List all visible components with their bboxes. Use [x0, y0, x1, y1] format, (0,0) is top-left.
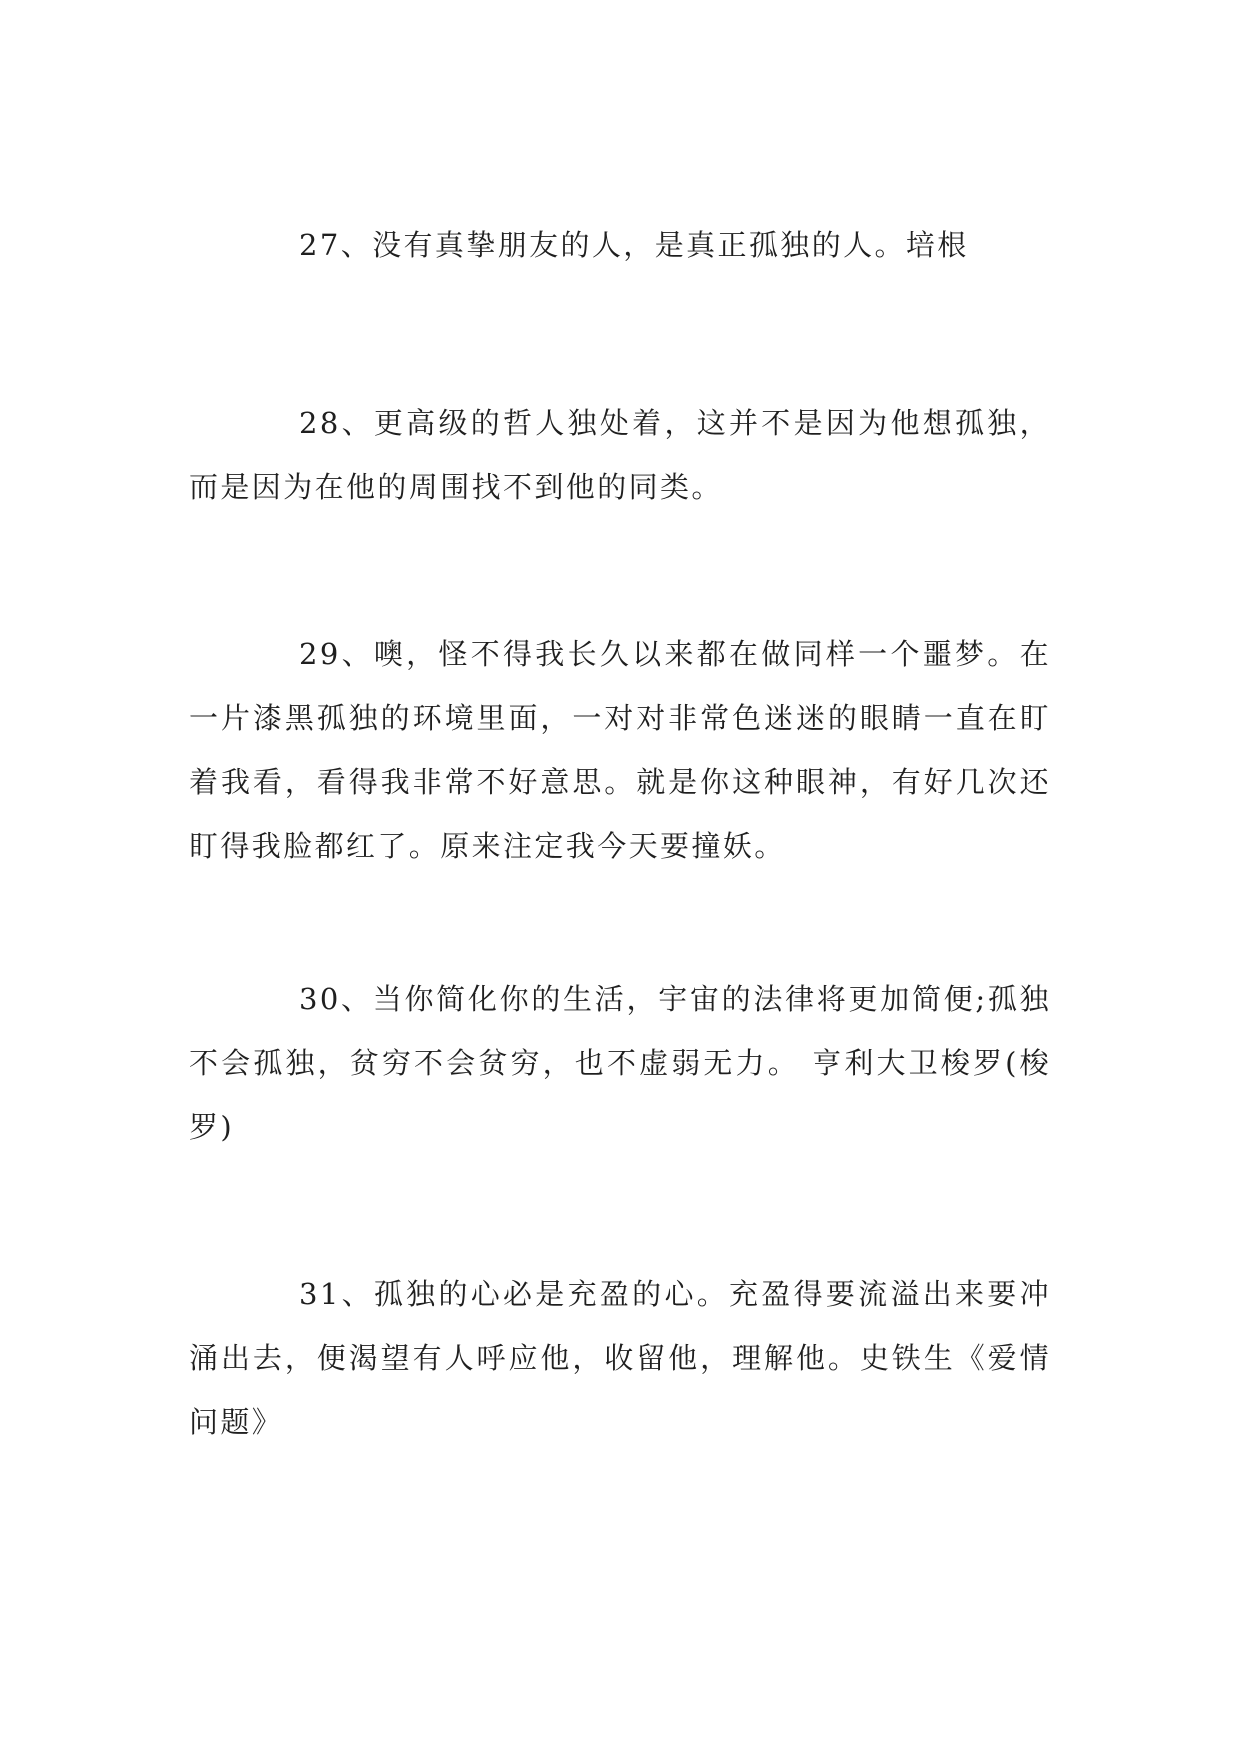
quote-paragraph-27: 27、没有真挚朋友的人，是真正孤独的人。培根	[299, 228, 969, 262]
quote-paragraph-30: 30、当你简化你的生活，宇宙的法律将更加简便;孤独不会孤独，贫穷不会贫穷，也不虚弱无力。 亨利大卫梭罗(梭罗)	[189, 982, 1051, 1144]
quote-paragraph-31: 31、孤独的心必是充盈的心。充盈得要流溢出来要冲涌出去，便渴望有人呼应他，收留他，理解他。史铁生《爱情问题》	[189, 1277, 1051, 1439]
quote-paragraph-29: 29、噢，怪不得我长久以来都在做同样一个噩梦。在一片漆黑孤独的环境里面，一对对非常色迷迷的眼睛一直在盯着我看，看得我非常不好意思。就是你这种眼神，有好几次还盯得我脸都红了。原来注定我今天要撞妖。	[189, 637, 1051, 863]
quote-paragraph-28: 28、更高级的哲人独处着，这并不是因为他想孤独，而是因为在他的周围找不到他的同类。	[189, 406, 1051, 504]
